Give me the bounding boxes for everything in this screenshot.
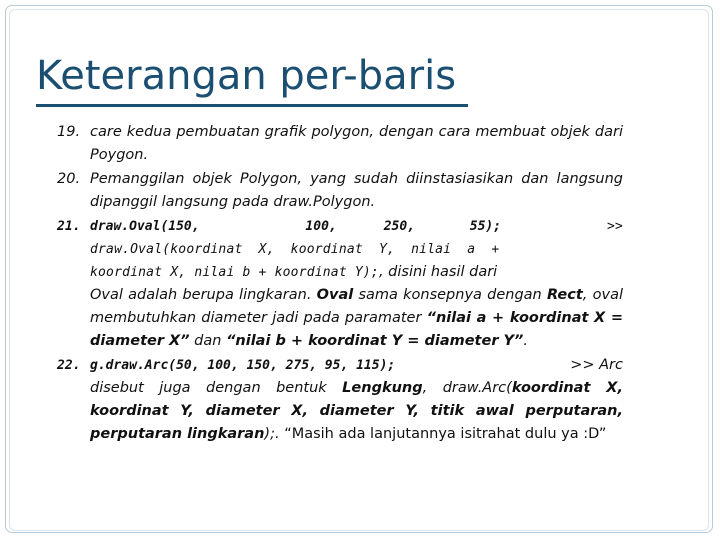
code-line-1 xyxy=(90,354,623,377)
item-number: 20. xyxy=(57,171,81,187)
text-fragment: , draw.Arc( xyxy=(422,380,512,396)
list-item-19 xyxy=(57,121,623,167)
text-fragment: . xyxy=(523,333,528,349)
title-underline xyxy=(36,104,468,107)
item-text: care kedua pembuatan grafik polygon, dengan cara membuat objek dari Poygon. xyxy=(90,124,623,163)
code-line-2: draw.Oval(koordinat X, koordinat Y, nilai a + xyxy=(90,242,500,257)
item-number: 21. xyxy=(57,219,81,234)
code-call: g.draw.Arc(50, 100, 150, 275, 95, 115); xyxy=(90,358,396,373)
code-line-1 xyxy=(90,215,623,238)
text-fragment: sama konsepnya dengan xyxy=(353,287,547,303)
item-number: 22. xyxy=(57,358,81,373)
item-number: 19. xyxy=(57,124,81,140)
list-item-21 xyxy=(57,215,623,353)
text-fragment: , oval membutuhkan diameter jadi pada paramater xyxy=(90,287,624,326)
arrow-marker: >> Arc xyxy=(570,357,623,373)
slide-body xyxy=(57,121,623,447)
oval-bold: Oval xyxy=(316,287,354,303)
slide-title: Keterangan per-baris xyxy=(36,53,457,99)
closing-note: “Masih ada lanjutannya isitrahat dulu ya :D” xyxy=(284,426,607,442)
list-item-20 xyxy=(57,168,623,214)
lengkung-bold: Lengkung xyxy=(342,380,423,396)
text-fragment: adalah berupa lingkaran. xyxy=(122,287,317,303)
oval-word: Oval xyxy=(90,287,123,303)
text-fragment: , disini hasil dari xyxy=(378,264,498,280)
text-fragment: disebut juga dengan bentuk xyxy=(90,380,343,396)
text-fragment: );. xyxy=(264,426,285,442)
arc-params: koordinat X, koordinat Y, diameter X, diameter Y, titik awal perputaran, perputaran lingkaran xyxy=(90,380,623,442)
text-fragment: dan xyxy=(189,333,227,349)
list-item-22 xyxy=(57,354,623,446)
code-call: draw.Oval(150, xyxy=(90,219,200,234)
code-snippet: koordinat X, nilai b + koordinat Y); xyxy=(90,265,379,280)
quote-diameter-x: “nilai a + koordinat X = diameter X” xyxy=(90,310,623,349)
code-line-3 xyxy=(90,261,623,284)
item-text: Pemanggilan objek Polygon, yang sudah diinstasiasikan dan langsung dipanggil langsung pada draw.Polygon. xyxy=(90,171,623,210)
arrow-marker: >> xyxy=(606,219,623,234)
quote-diameter-y: “nilai b + koordinat Y = diameter Y” xyxy=(226,333,524,349)
code-args: 100, 250, 55); xyxy=(305,219,502,234)
rect-bold: Rect xyxy=(546,287,583,303)
